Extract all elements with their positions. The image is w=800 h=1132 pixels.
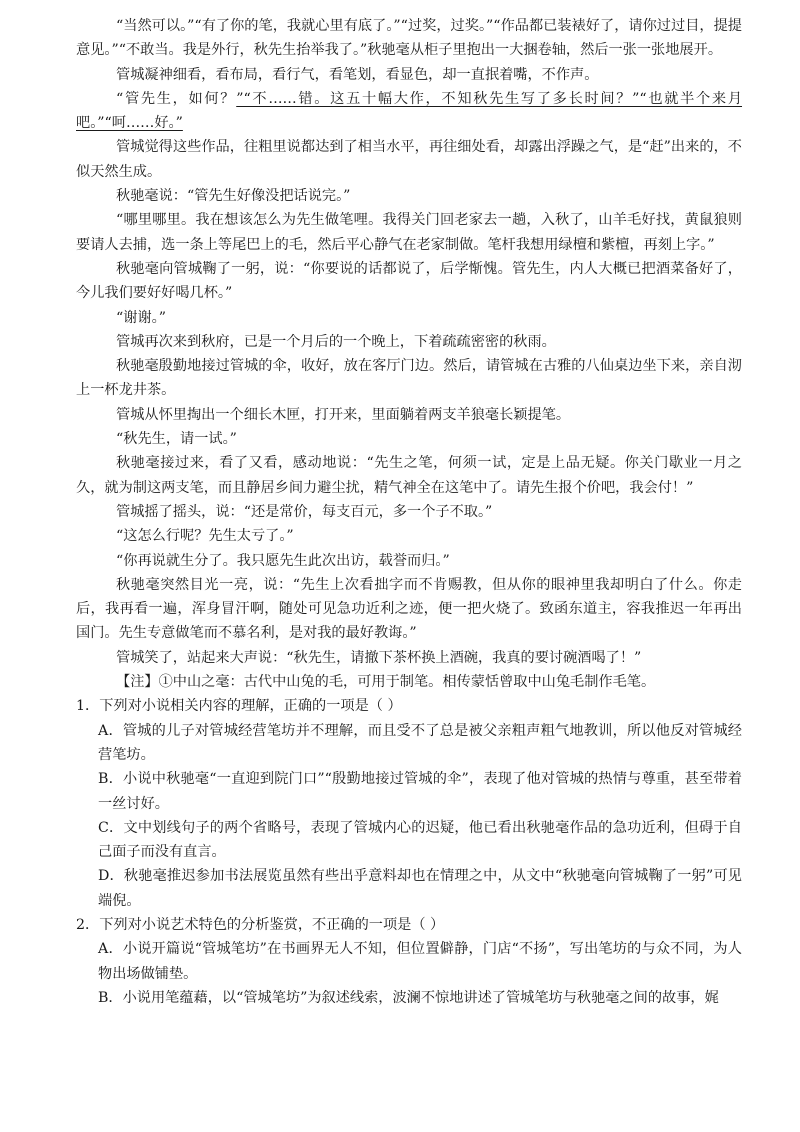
paragraph: 秋驰毫殷勤地接过管城的伞，收好，放在客厅门边。然后，请管城在古雅的八仙桌边坐下来，亲自沏上一杯龙井茶。: [76, 358, 742, 399]
paragraph: 秋驰毫说：“管先生好像没把话说完。”: [116, 188, 351, 205]
paragraph: 管城从怀里掏出一个细长木匣，打开来，里面躺着两支羊狼毫长颖提笔。: [116, 406, 571, 423]
paragraph: 秋驰毫接过来，看了又看，感动地说：“先生之笔，何须一试，定是上品无疑。你关门歇业一月之久，就为制这两支笔，而且静居乡间力避尘扰，精气神全在这笔中了。请先生报个价吧，我会付！”: [76, 455, 742, 496]
question-stem: 2．下列对小说艺术特色的分析鉴赏，不正确的一项是（ ）: [76, 916, 445, 933]
paragraph: 管城凝神细看，看布局，看行气，看笔划，看显色，却一直抿着嘴，不作声。: [116, 66, 599, 83]
paragraph: 管城觉得这些作品，往粗里说都达到了相当水平，再往细处看，却露出浮躁之气，是“赶”出来的，不似天然生成。: [76, 139, 742, 180]
paragraph: “这怎么行呢？先生太亏了。”: [116, 528, 294, 545]
question-stem: 1．下列对小说相关内容的理解，正确的一项是（ ）: [76, 698, 402, 715]
paragraph: 管城摇了摇头，说：“还是常价，每支百元，多一个子不取。”: [116, 503, 493, 520]
document-body: [76, 14, 742, 1010]
paragraph: 管城笑了，站起来大声说：“秋先生，请撤下茶杯换上酒碗，我真的要讨碗酒喝了！”: [116, 649, 642, 666]
paragraph: “你再说就生分了。我只愿先生此次出访，载誉而归。”: [116, 552, 450, 569]
answer-option-b: B．小说中秋驰毫“一直迎到院门口”“殷勤地接过管城的伞”，表现了他对管城的热情与尊重，甚至带着一丝讨好。: [98, 771, 742, 812]
paragraph-with-underline: [76, 87, 742, 136]
paragraph: 管城再次来到秋府，已是一个月后的一个晚上，下着疏疏密密的秋雨。: [116, 333, 556, 350]
paragraph: “哪里哪里。我在想该怎么为先生做笔哩。我得关门回老家去一趟，入秋了，山羊毛好找，黄鼠狼则要请人去捕，选一条上等尾巴上的毛，然后平心静气在老家制做。笔杆我想用绿檀和紫檀，再刻上字。”: [76, 212, 742, 253]
answer-option-d: D．秋驰毫推迟参加书法展览虽然有些出乎意料却也在情理之中，从文中“秋驰毫向管城鞠了一躬”可见端倪。: [98, 868, 742, 909]
footnote: 【注】①中山之毫：古代中山兔的毛，可用于制笔。相传蒙恬曾取中山兔毛制作毛笔。: [116, 674, 656, 691]
answer-option-c: C．文中划线句子的两个省略号，表现了管城内心的迟疑，他已看出秋驰毫作品的急功近利，但碍于自己面子而没有直言。: [98, 819, 742, 861]
paragraph: “当然可以。”“有了你的笔，我就心里有底了。”“过奖，过奖。”“作品都已装裱好了，请你过过目，提提意见。”“不敢当。我是外行，秋先生抬举我了。”秋驰毫从柜子里抱出一大捆卷轴，然后一张一张地展开。: [76, 18, 742, 59]
answer-option-a: A．管城的儿子对管城经营笔坊并不理解，而且受不了总是被父亲粗声粗气地教训，所以他反对管城经营笔坊。: [98, 722, 742, 763]
paragraph: 秋驰毫向管城鞠了一躬，说：“你要说的话都说了，后学惭愧。管先生，内人大概已把酒菜备好了，今儿我们要好好喝几杯。”: [76, 260, 742, 302]
paragraph: “谢谢。”: [116, 309, 166, 326]
answer-option-a: A．小说开篇说“管城笔坊”在书画界无人不知，但位置僻静，门店“不扬”，写出笔坊的与众不同，为人物出场做铺垫。: [98, 941, 742, 982]
answer-option-b: B．小说用笔蕴藉，以“管城笔坊”为叙述线索，波澜不惊地讲述了管城笔坊与秋驰毫之间的故事，娓: [98, 989, 719, 1006]
paragraph-lead: “管先生，如何？: [116, 90, 237, 107]
paragraph: “秋先生，请一试。”: [116, 431, 237, 448]
paragraph: 秋驰毫突然目光一亮，说：“先生上次看拙字而不肯赐教，但从你的眼神里我却明白了什么。你走后，我再看一遍，浑身冒汗啊，随处可见急功近利之迹，便一把火烧了。致函东道主，容我推迟一年再出国门。先生专意做笔而不慕名利，是对我的最好教诲。”: [76, 576, 742, 642]
underlined-sentence: ”“不……错。这五十幅大作，不知秋先生写了多长时间？”“也就半个来月吧。”“呵……好。”: [76, 90, 743, 132]
